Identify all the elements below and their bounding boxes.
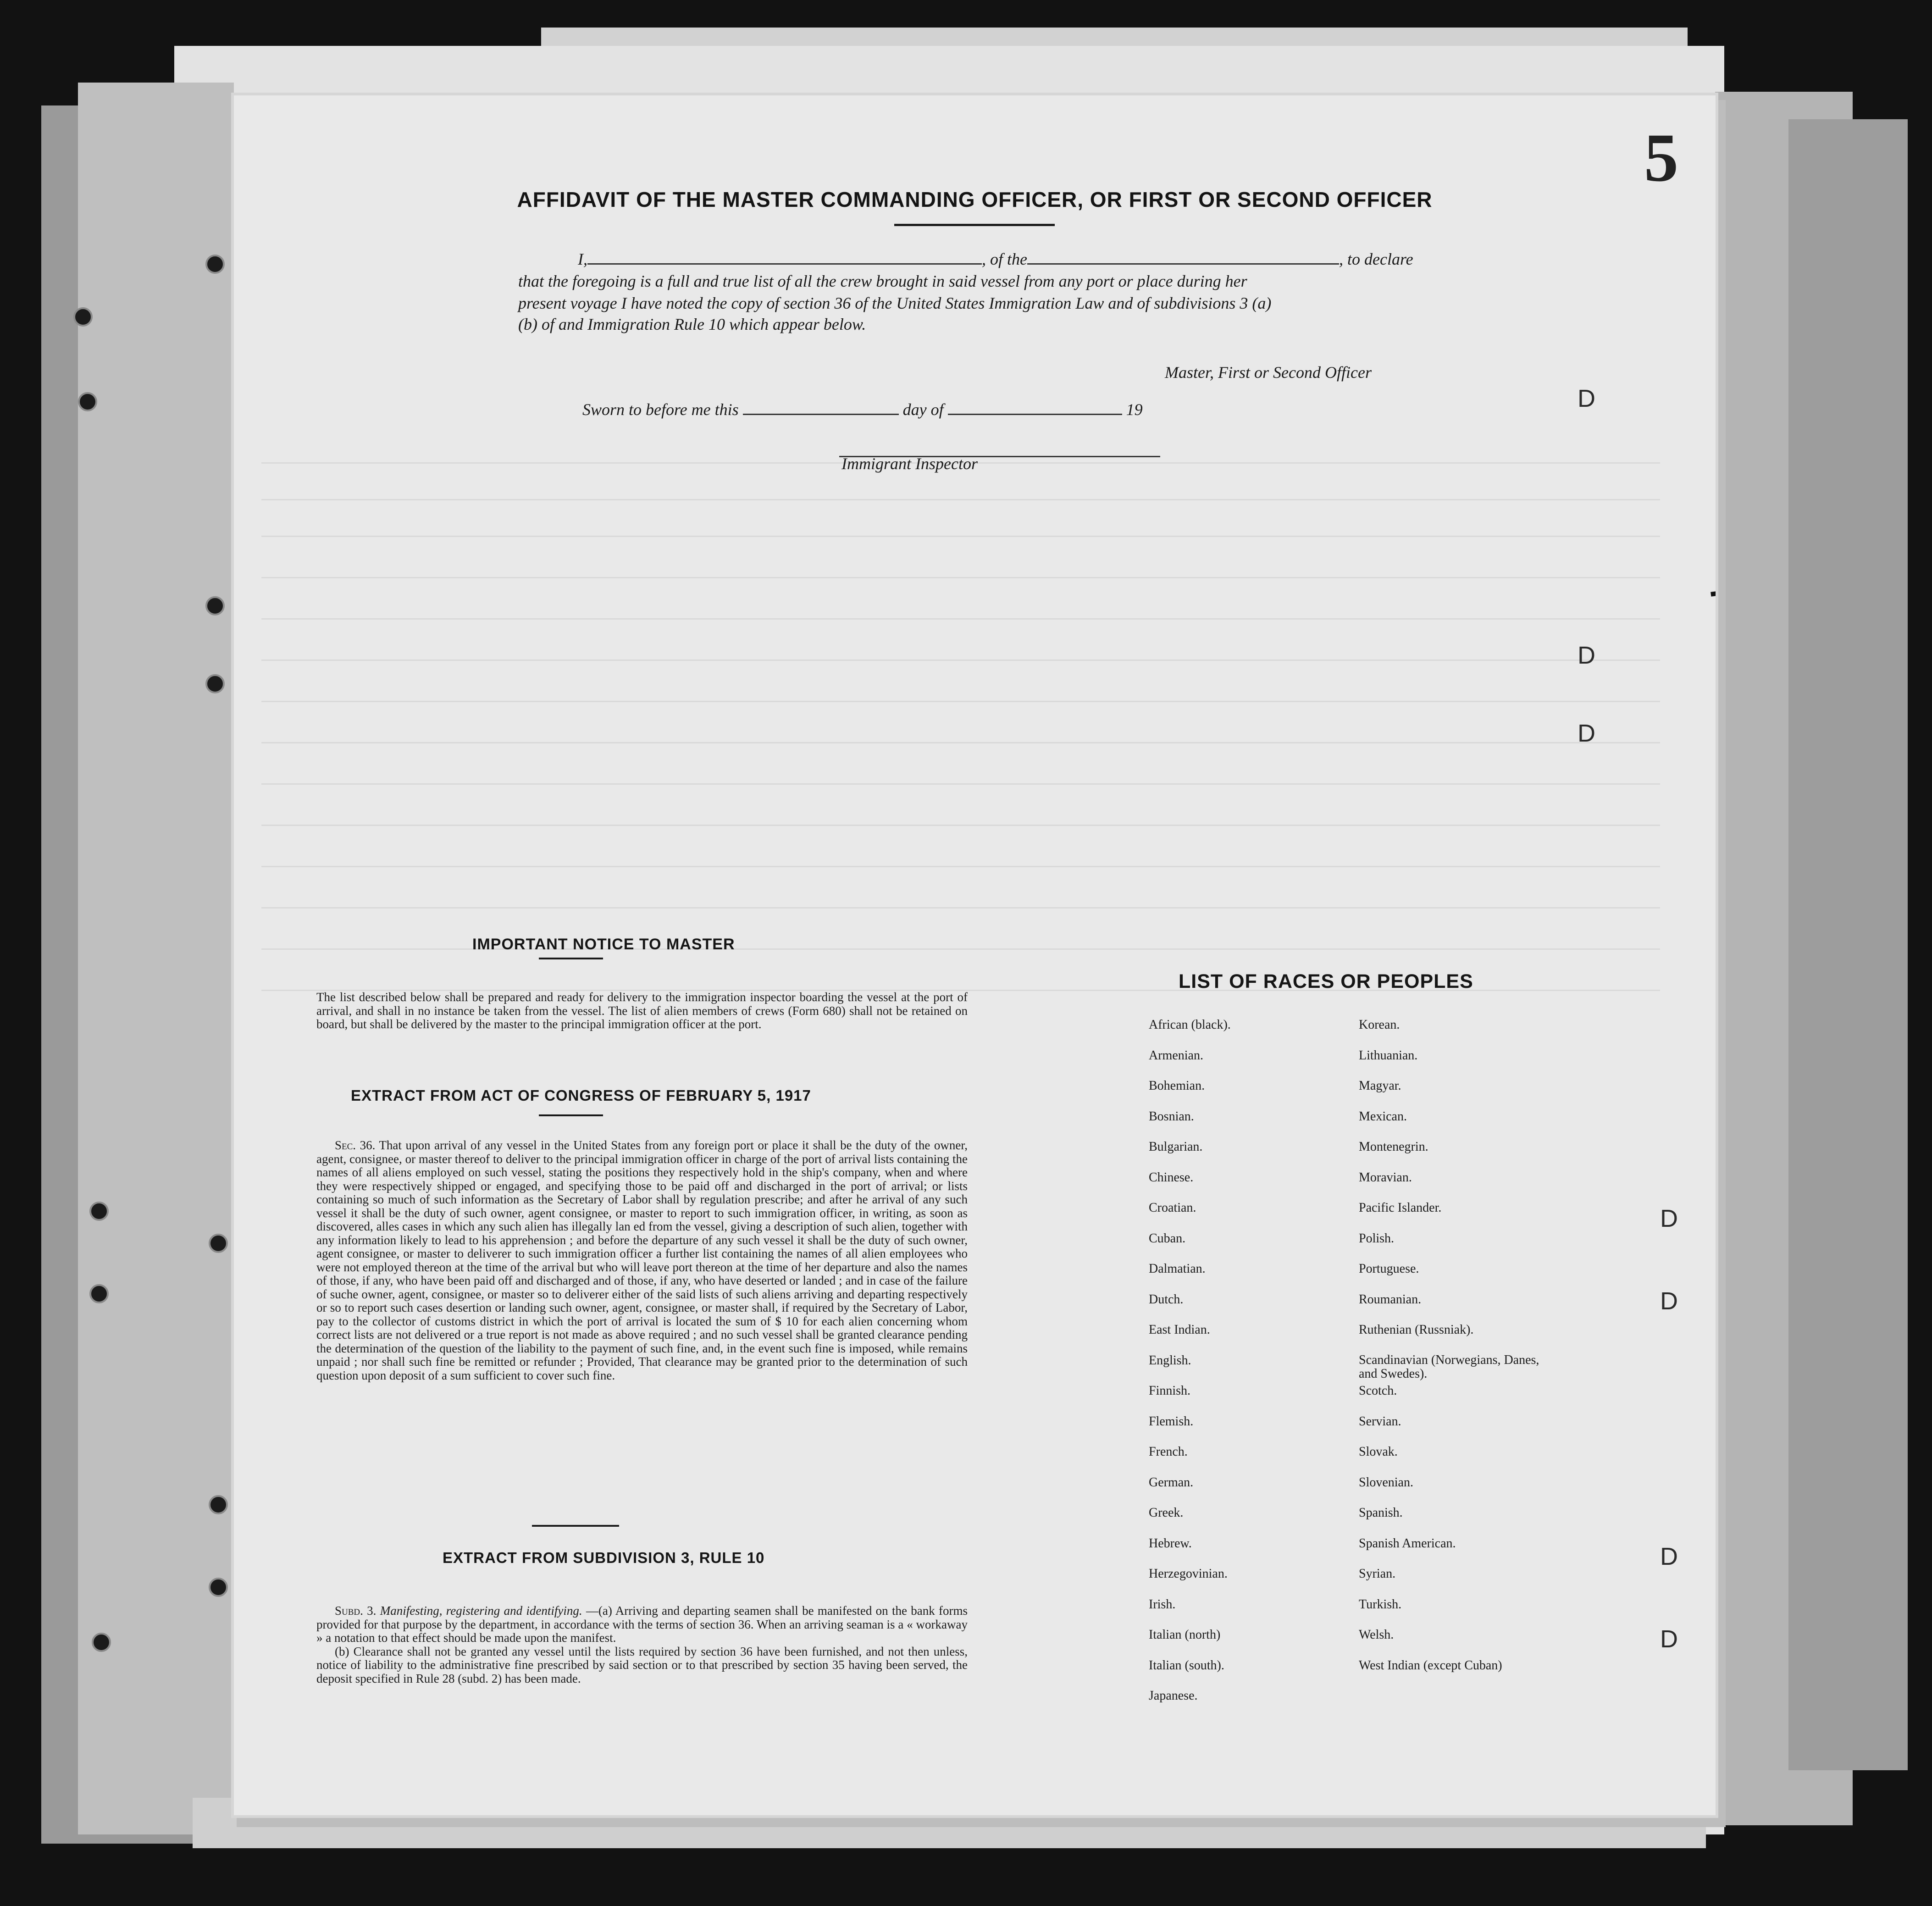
race-item: Scandinavian (Norwegians, Danes, and Swedes). [1359, 1352, 1539, 1381]
margin-check-mark: D [1578, 385, 1595, 412]
title-rule [894, 224, 1055, 226]
binder-hole [205, 255, 225, 274]
binder-hole [209, 1495, 228, 1514]
affidavit-of-the: , of the [982, 250, 1027, 268]
race-item: Mexican. [1359, 1109, 1407, 1124]
race-item: Spanish. [1359, 1506, 1403, 1520]
race-item: Dutch. [1149, 1292, 1184, 1307]
rule-text [316, 1604, 968, 1685]
race-item: Japanese. [1149, 1689, 1198, 1703]
binder-hole [73, 307, 93, 327]
race-item: Welsh. [1359, 1628, 1394, 1642]
month-blank [948, 400, 1122, 415]
affidavit-line-2: that the foregoing is a full and true list of all the crew brought in said vessel from any port or place during her [518, 272, 1247, 290]
race-item: Chinese. [1149, 1170, 1194, 1185]
sworn-line [582, 400, 1143, 419]
race-item: Irish. [1149, 1597, 1176, 1612]
race-item: Syrian. [1359, 1567, 1396, 1581]
race-item: English. [1149, 1353, 1191, 1368]
race-item: Scotch. [1359, 1384, 1397, 1398]
act-sec-label: Sec. 36. [335, 1138, 376, 1152]
day-blank [743, 400, 899, 415]
margin-check-mark: D [1578, 720, 1595, 747]
affidavit-line-3: present voyage I have noted the copy of section 36 of the United States Immigration Law and of subdivisions 3 (a) [518, 294, 1272, 312]
race-item: Bohemian. [1149, 1079, 1205, 1093]
rule-subd-label: Subd. 3. [335, 1604, 376, 1618]
margin-check-mark: D [1660, 1287, 1678, 1315]
affidavit-i: I, [578, 250, 587, 268]
binder-hole [89, 1202, 109, 1221]
race-item: Slovenian. [1359, 1475, 1413, 1490]
binder-hole [89, 1284, 109, 1303]
race-item: French. [1149, 1445, 1188, 1459]
race-item: West Indian (except Cuban) [1359, 1658, 1502, 1673]
margin-check-mark: D [1578, 642, 1595, 669]
race-item: Dalmatian. [1149, 1262, 1206, 1276]
document-page [234, 95, 1716, 1815]
sworn-label: Sworn to before me this [582, 400, 739, 419]
races-heading: LIST OF RACES OR PEOPLES [1179, 970, 1473, 992]
binder-hole [205, 596, 225, 615]
name-blank [587, 249, 982, 265]
race-item: Montenegrin. [1359, 1140, 1428, 1154]
race-item: Armenian. [1149, 1048, 1203, 1063]
race-item: Greek. [1149, 1506, 1184, 1520]
binder-hole [209, 1578, 228, 1597]
race-item: East Indian. [1149, 1323, 1210, 1337]
race-item: Polish. [1359, 1231, 1395, 1246]
race-item: Servian. [1359, 1414, 1401, 1429]
race-item: Magyar. [1359, 1079, 1401, 1093]
rule-heading: EXTRACT FROM SUBDIVISION 3, RULE 10 [443, 1549, 765, 1566]
margin-check-mark: D [1660, 1205, 1678, 1232]
binder-hole [205, 674, 225, 693]
race-item: Moravian. [1359, 1170, 1412, 1185]
races-left-column [1149, 1018, 1378, 1719]
race-item: African (black). [1149, 1018, 1231, 1032]
act-rule [539, 1114, 603, 1116]
race-item: Italian (south). [1149, 1658, 1224, 1673]
race-item: Slovak. [1359, 1445, 1398, 1459]
margin-check-mark: D [1660, 1543, 1678, 1570]
race-item: Korean. [1359, 1018, 1400, 1032]
page-number: 5 [1644, 120, 1678, 196]
binder-hole [78, 392, 97, 411]
rule-text-a: —(a) Arriving and departing seamen shall be manifested on the bank forms provided for that purpose by the department, in accordance with the terms of section 36. When an arriving seaman is a « workaway » a notation to that effect should be made upon the manifest. [316, 1604, 968, 1645]
act-text [316, 1139, 968, 1382]
pen-stroke [1711, 580, 1716, 597]
act-body: That upon arrival of any vessel in the United States from any foreign port or place it shall be the duty of the owner, agent, consignee, or master thereof to deliver to the principal immigration officer in charge of the port of arrival lists containing the names of all aliens employed on such vessel, stating the positions they respectively hold in the ship's company, when and where they were respectively shipped or engaged, and specifying those to be paid off and discharged in the port of arrival; or lists containing so much of such information as the Secretary of Labor shall by regulation prescribe; and after he arrival of any such vessel it shall be the duty of such owner, agent consignee, or master to report to such immigration officer, in writing, as soon as discovered, alles cases in which any such alien has illegally lan ed from the vessel, giving a description of such alien, together with any information likely to lead to his apprehension ; and before the departure of any such vessel it shall be the duty of such owner, agent consignee, or master to deliverer to such immigration officer a further list containing the names of all alien employees who were not employed thereon at the time of the arrival but who will leave port thereon at the time of her departure and also the names of those, if any, who have been paid off and discharged and of those, if any, who have deserted or landed ; and in case of the failure of suche owner, agent, consignee, or master so to deliverer either of the said lists of such aliens arriving and departing respectively or so to report such cases desertion or landing such owner, agent, consignee, or master shall, if required by the Secretary of Labor, pay to the collector of customs district in which the port of arrival is located the sum of $ 10 for each alien concerning whom correct lists are not delivered or a true report is not made as above required ; and no such vessel shall be granted clearance pending the determination of the question of the liability to the payment of such fine, and, in the event such fine is imposed, while remains unpaid ; nor shall such fine be remitted or refunder ; Provided, That clearance may be granted prior to the determination of such question upon deposit of a sum sufficient to cover such fine. [316, 1138, 968, 1382]
notice-heading: IMPORTANT NOTICE TO MASTER [472, 936, 735, 953]
race-item: Lithuanian. [1359, 1048, 1418, 1063]
affidavit-line-4: (b) of and Immigration Rule 10 which appear below. [518, 315, 866, 333]
race-item: Bulgarian. [1149, 1140, 1203, 1154]
binder-hole [92, 1633, 111, 1652]
race-item: Spanish American. [1359, 1536, 1456, 1551]
race-item: Flemish. [1149, 1414, 1194, 1429]
affidavit-line-1 [578, 249, 1413, 269]
year-prefix: 19 [1126, 400, 1143, 419]
affidavit-to-declare: , to declare [1339, 250, 1413, 268]
signatory-label: Master, First or Second Officer [1165, 363, 1372, 382]
race-item: Cuban. [1149, 1231, 1186, 1246]
rule-text-b: (b) Clearance shall not be granted any vessel until the lists required by section 36 have been furnished, and not then unless, notice of liability to the administrative fine prescribed by said section or to that prescribed by section 35 having been served, the deposit specified in Rule 28 (subd. 2) has been made. [316, 1644, 968, 1685]
affidavit-title: AFFIDAVIT OF THE MASTER COMMANDING OFFICER, OR FIRST OR SECOND OFFICER [517, 188, 1433, 211]
race-item: Bosnian. [1149, 1109, 1194, 1124]
race-item: Croatian. [1149, 1201, 1196, 1215]
act-heading: EXTRACT FROM ACT OF CONGRESS OF FEBRUARY 5, 1917 [351, 1087, 811, 1104]
race-item: Herzegovinian. [1149, 1567, 1228, 1581]
back-sheet-4 [78, 83, 234, 1834]
race-item: Finnish. [1149, 1384, 1191, 1398]
race-item: Hebrew. [1149, 1536, 1192, 1551]
binder-hole [209, 1234, 228, 1253]
rule-separator [532, 1525, 619, 1527]
race-item: Italian (north) [1149, 1628, 1221, 1642]
rule-subd-title: Manifesting, registering and identifying. [380, 1604, 582, 1618]
day-of-label: day of [902, 400, 944, 419]
races-right-column [1359, 1018, 1634, 1689]
race-item: Roumanian. [1359, 1292, 1422, 1307]
inspector-label: Immigrant Inspector [841, 454, 978, 473]
back-sheet-6 [1788, 119, 1908, 1770]
race-item: Pacific Islander. [1359, 1201, 1442, 1215]
notice-text: The list described below shall be prepared and ready for delivery to the immigration inspector boarding the vessel at the port of arrival, and shall in no instance be taken from the vessel. The list of alien members of crews (Form 680) shall not be retained on board, but shall be delivered by the master to the principal immigration officer at the port. [316, 990, 968, 1031]
margin-check-mark: D [1660, 1625, 1678, 1653]
race-item: Turkish. [1359, 1597, 1402, 1612]
race-item: Ruthenian (Russniak). [1359, 1323, 1474, 1337]
vessel-blank [1027, 249, 1339, 265]
race-item: German. [1149, 1475, 1194, 1490]
notice-rule [539, 958, 603, 959]
race-item: Portuguese. [1359, 1262, 1419, 1276]
